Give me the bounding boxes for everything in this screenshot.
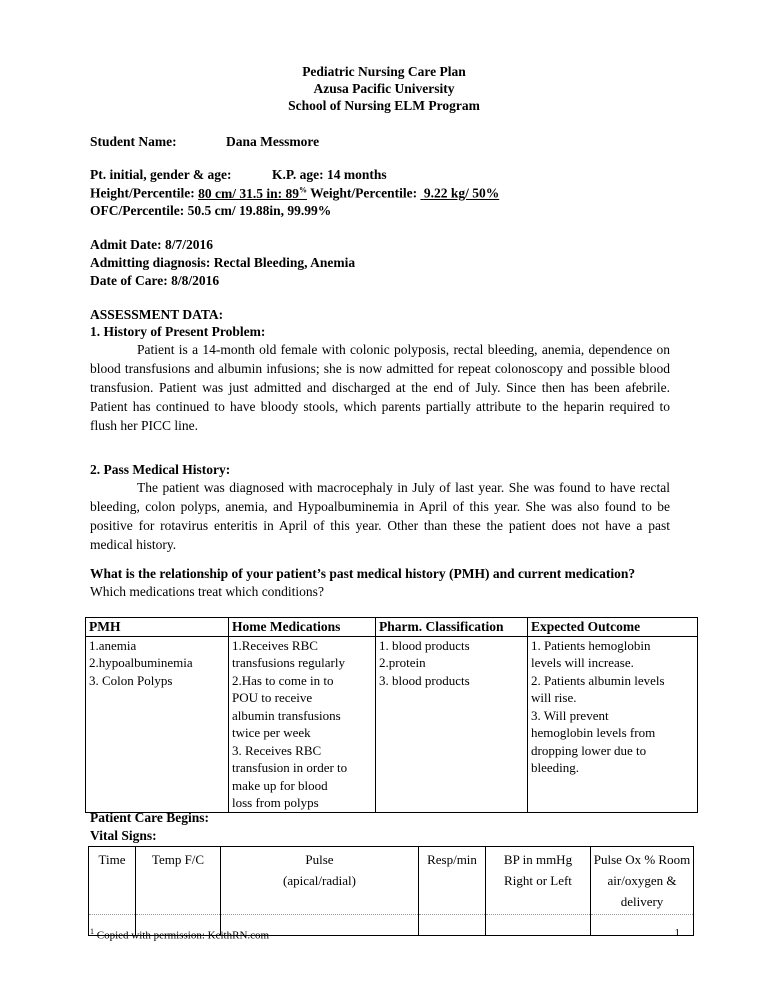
program-name: School of Nursing ELM Program bbox=[288, 98, 480, 113]
doc-title: Pediatric Nursing Care Plan bbox=[302, 64, 466, 79]
diagnosis-label: Admitting diagnosis: bbox=[90, 255, 211, 270]
expected-outcome-header: Expected Outcome bbox=[528, 618, 698, 637]
vital-signs-heading: Vital Signs: bbox=[90, 828, 157, 843]
ofc-row bbox=[90, 203, 331, 219]
care-value: 8/8/2016 bbox=[171, 273, 220, 288]
pharm-classification-cell: 1. blood products 2.protein 3. blood products bbox=[376, 636, 528, 812]
student-label: Student Name: bbox=[90, 134, 177, 149]
ofc-value: 50.5 cm/ 19.88in, 99.99% bbox=[187, 203, 332, 218]
university-name: Azusa Pacific University bbox=[313, 81, 455, 96]
diagnosis-value: Rectal Bleeding, Anemia bbox=[213, 255, 356, 270]
weight-value: 9.22 kg/ 50% bbox=[423, 185, 500, 201]
expected-outcome-cell: 1. Patients hemoglobin levels will increase. 2. Patients albumin levels will rise. 3. Will prevent hemoglobin levels from dropping lower due to bleeding. bbox=[528, 636, 698, 812]
patient-initial-row bbox=[90, 167, 387, 183]
hpp-heading: 1. History of Present Problem: bbox=[90, 324, 266, 339]
footnote-number: 1 bbox=[90, 927, 94, 936]
pmh-paragraph: The patient was diagnosed with macrocephaly in July of last year. She was found to have rectal bleeding, colon polyps, anemia, and Hypoalbuminemia in April of this year. She was also found to be positive for rotavirus enteritis in April of this year. Other than these the patient does not have a past medical history. bbox=[90, 480, 670, 552]
initial-value: K.P. age: 14 months bbox=[272, 167, 387, 182]
student-name-row bbox=[90, 134, 320, 150]
admit-label: Admit Date: bbox=[90, 237, 162, 252]
initial-label: Pt. initial, gender & age: bbox=[90, 167, 232, 182]
footer bbox=[90, 927, 680, 942]
pmh-header: PMH bbox=[86, 618, 229, 637]
height-weight-row bbox=[90, 185, 499, 202]
admit-value: 8/7/2016 bbox=[164, 237, 213, 252]
patient-care-begins: Patient Care Begins: bbox=[90, 810, 209, 825]
resp-header: Resp/min bbox=[419, 847, 486, 915]
pmh-heading: 2. Pass Medical History: bbox=[90, 462, 231, 477]
pulse-ox-header: Pulse Ox % Room air/oxygen & delivery bbox=[591, 847, 694, 915]
bp-header: BP in mmHg Right or Left bbox=[486, 847, 591, 915]
pmh-medication-table bbox=[85, 617, 698, 813]
relationship-question: What is the relationship of your patient’s past medical history (PMH) and current medication? Which medications treat which conditions? bbox=[90, 566, 636, 599]
pulse-header: Pulse (apical/radial) bbox=[221, 847, 419, 915]
vital-signs-table bbox=[88, 846, 694, 936]
height-value: 80 cm/ 31.5 in: 89% bbox=[198, 185, 307, 201]
footnote-text: Copied with permission: KeithRN.com bbox=[96, 929, 270, 942]
care-label: Date of Care: bbox=[90, 273, 168, 288]
home-medications-cell: 1.Receives RBC transfusions regularly 2.Has to come in to POU to receive albumin transfusions twice per week 3. Receives RBC transfusion in order to make up for blood loss from polyps bbox=[229, 636, 376, 812]
date-of-care-row bbox=[90, 273, 219, 289]
admit-date-row bbox=[90, 237, 213, 253]
temp-header: Temp F/C bbox=[136, 847, 221, 915]
student-name: Dana Messmore bbox=[226, 134, 320, 149]
diagnosis-row bbox=[90, 255, 355, 271]
hpp-paragraph: Patient is a 14-month old female with colonic polyposis, rectal bleeding, anemia, dependence on blood transfusions and albumin infusions; she is now admitted for repeat colonoscopy and possible blood transfusion. Patient was just admitted and discharged at the end of July. Since then has been afebrile. Patient has continued to have bloody stools, which parents partially attribute to the heparin required to flush her PICC line. bbox=[90, 342, 670, 433]
weight-label: Weight/Percentile: bbox=[310, 185, 418, 201]
time-header: Time bbox=[89, 847, 136, 915]
pmh-cell: 1.anemia 2.hypoalbuminemia 3. Colon Polyps bbox=[86, 636, 229, 812]
home-medications-header: Home Medications bbox=[229, 618, 376, 637]
ofc-label: OFC/Percentile: bbox=[90, 203, 185, 218]
page-number: 1 bbox=[674, 927, 680, 939]
assessment-heading: ASSESSMENT DATA: bbox=[90, 307, 224, 322]
height-label: Height/Percentile: bbox=[90, 185, 195, 201]
pharm-classification-header: Pharm. Classification bbox=[376, 618, 528, 637]
